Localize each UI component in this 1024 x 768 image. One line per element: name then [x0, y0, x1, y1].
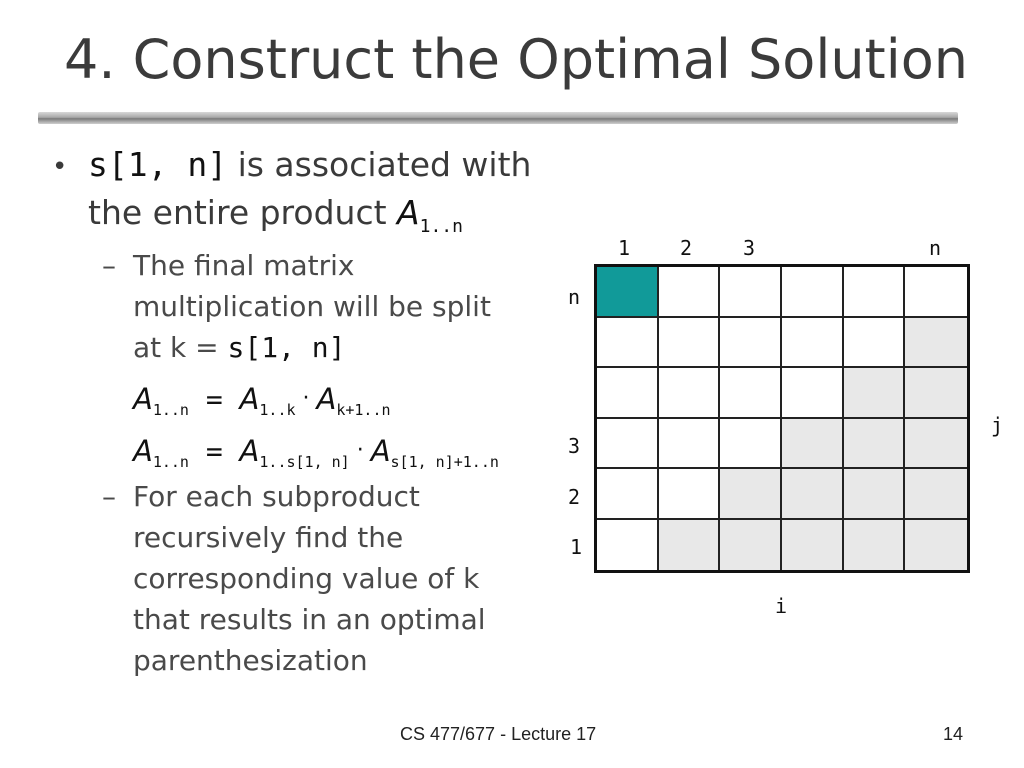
matrix-A-symbol: A	[397, 193, 420, 232]
table-cell-shaded	[720, 469, 782, 520]
footer-page-number: 14	[943, 724, 964, 744]
eq2-sub2: 1..s[1, n]	[259, 453, 350, 471]
table-cell	[720, 267, 782, 318]
table-cell	[597, 419, 659, 470]
sub-bullet-dash-2: –	[102, 480, 116, 513]
bullet-marker: •	[52, 152, 68, 182]
axis-label-j: j	[991, 413, 1004, 437]
col-label-3: 3	[743, 236, 756, 260]
eq2-sub1: 1..n	[152, 453, 189, 471]
eq1-A3: A	[316, 382, 337, 416]
eq1-sub2: 1..k	[259, 401, 296, 419]
sub-bullet-1-line-2: multiplication will be split	[133, 290, 491, 323]
sub-bullet-2-line-2: recursively find the	[133, 521, 404, 554]
table-cell	[720, 318, 782, 369]
bullet-line-2-text: the entire product	[88, 193, 398, 232]
table-cell	[659, 318, 721, 369]
row-label-3: 3	[568, 434, 581, 458]
code-s-1-n-split: s[1, n]	[227, 331, 346, 364]
footer-course: CS 477/677 - Lecture 17	[400, 724, 597, 744]
table-cell-shaded	[782, 520, 844, 571]
bullet-line-1	[88, 145, 531, 184]
eq2-A3: A	[370, 434, 391, 468]
table-cell-shaded	[844, 419, 906, 470]
equation-1	[133, 382, 391, 419]
table-cell	[720, 419, 782, 470]
code-s-1-n: s[1, n]	[88, 145, 228, 184]
table-cell-shaded	[782, 419, 844, 470]
table-cell	[597, 520, 659, 571]
sub-bullet-2-line-5: parenthesization	[133, 644, 368, 677]
eq1-dot: ·	[295, 386, 317, 411]
row-label-2: 2	[568, 485, 581, 509]
sub-bullet-dash-1: –	[102, 249, 116, 282]
table-cell	[659, 267, 721, 318]
eq2-dot: ·	[349, 438, 371, 463]
eq1-A1: A	[133, 382, 153, 416]
sub-bullet-1-line-3	[133, 331, 346, 364]
table-cell	[720, 368, 782, 419]
equation-2	[133, 434, 499, 471]
eq1-sub1: 1..n	[152, 401, 189, 419]
table-cell	[597, 267, 659, 318]
table-cell	[659, 469, 721, 520]
table-cell-shaded	[782, 469, 844, 520]
col-label-1: 1	[618, 236, 631, 260]
col-label-n: n	[929, 236, 942, 260]
table-cell-shaded	[844, 469, 906, 520]
bullet-line-1-text: is associated with	[227, 145, 532, 184]
table-cell	[782, 368, 844, 419]
table-cell	[782, 267, 844, 318]
split-at-text: at k =	[133, 331, 228, 364]
slide-title: 4. Construct the Optimal Solution	[64, 28, 968, 91]
eq2-A1: A	[133, 434, 153, 468]
table-cell	[844, 318, 906, 369]
col-label-2: 2	[680, 236, 693, 260]
table-cell-shaded	[844, 368, 906, 419]
eq1-equals: =	[188, 383, 240, 416]
table-cell	[659, 368, 721, 419]
row-label-1: 1	[570, 535, 583, 559]
table-cell	[782, 318, 844, 369]
s-table-grid	[594, 264, 970, 573]
eq2-A2: A	[239, 434, 260, 468]
matrix-A-subscript: 1..n	[419, 216, 463, 237]
table-cell	[905, 267, 967, 318]
row-label-n: n	[568, 285, 581, 309]
table-cell-shaded	[905, 419, 967, 470]
eq2-sub3: s[1, n]+1..n	[390, 453, 499, 471]
bullet-line-2	[88, 193, 463, 237]
table-cell	[844, 267, 906, 318]
sub-bullet-2-line-3: corresponding value of k	[133, 562, 480, 595]
axis-label-i: i	[775, 594, 788, 618]
sub-bullet-2-line-4: that results in an optimal	[133, 603, 486, 636]
title-divider	[38, 112, 958, 124]
table-cell	[597, 318, 659, 369]
table-cell-shaded	[905, 469, 967, 520]
table-cell-shaded	[659, 520, 721, 571]
table-cell	[659, 419, 721, 470]
sub-bullet-1-line-1: The final matrix	[133, 249, 355, 282]
eq1-A2: A	[239, 382, 260, 416]
eq2-equals: =	[188, 435, 240, 468]
table-cell-shaded	[905, 318, 967, 369]
eq1-sub3: k+1..n	[336, 401, 391, 419]
table-cell	[597, 368, 659, 419]
sub-bullet-2-line-1: For each subproduct	[133, 480, 420, 513]
table-cell-shaded	[720, 520, 782, 571]
table-cell	[597, 469, 659, 520]
table-cell-shaded	[905, 368, 967, 419]
table-cell-shaded	[905, 520, 967, 571]
table-cell-shaded	[844, 520, 906, 571]
